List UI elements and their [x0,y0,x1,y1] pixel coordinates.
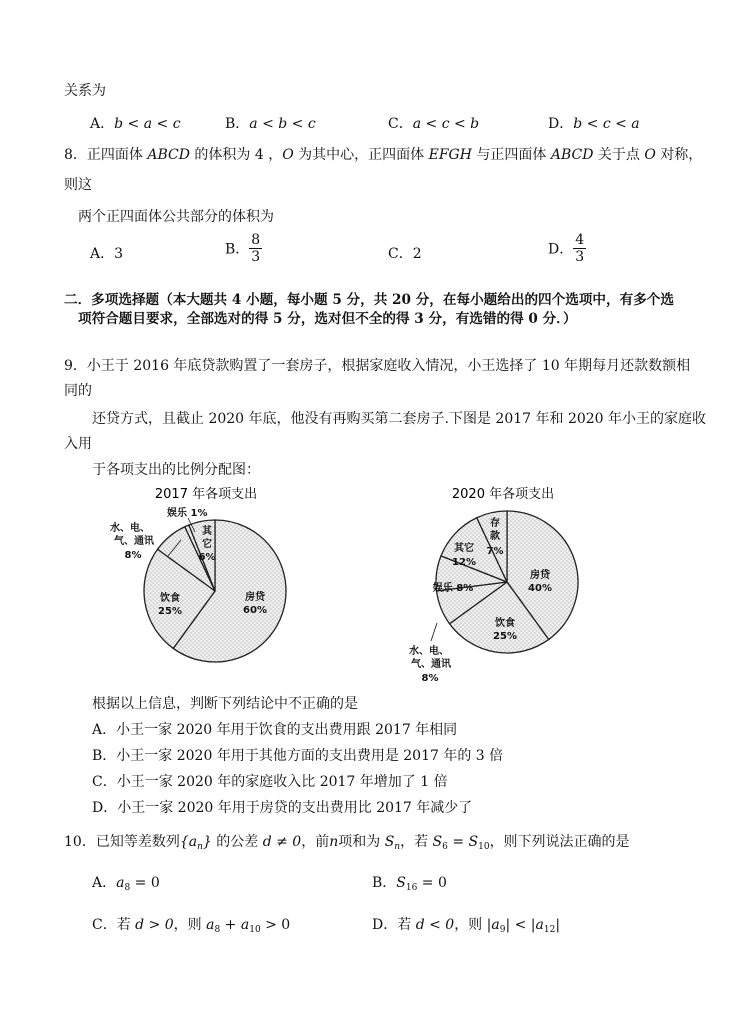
pie2-pct-shui: 8% [421,673,439,684]
pie2-label-yule: 娱乐 8% [432,583,474,594]
q8-line3: 两个正四面体公共部分的体积为 [78,209,274,225]
pie2-label-shui1: 水、电、 [409,646,449,657]
pie2-label-qita: 其它 [454,543,474,554]
pie2-label-shui2: 气、通讯 [411,659,451,670]
pie2-pct-qita: 12% [452,557,476,568]
q9-question: 根据以上信息，判断下列结论中不正确的是 [92,696,358,712]
pie1-label-yule: 娱乐 1% [167,508,208,519]
q9-line4: 入用 [64,436,92,452]
pie-charts [0,478,737,688]
q10-option-a: A．$a_8 = 0$ [92,875,160,893]
section2-heading-line2: 项符合题目要求，全部选对的得 5 分，选对但不全的得 3 分，有选错的得 0 分．） [78,311,577,327]
pie-2017 [144,520,286,662]
section2-heading-line1: 二．多项选择题（本大题共 4 小题，每小题 5 分，共 20 分，在每小题给出的四个选项中，有多个选 [64,292,674,308]
q8-option-d: D． $\frac{4}{3}$ [548,232,585,265]
q9-line2: 同的 [64,383,92,399]
pie1-pct-fangdai: 60% [243,605,267,616]
pie2-label-kuan: 款 [490,531,500,542]
q7-option-b: B．a < b < c [225,116,316,132]
q10-stem: 10．已知等差数列$\{a_n\}$ 的公差 d ≠ 0，前n项和为 $S_n$，若 $S_6 = S_{10}$，则下列说法正确的是 [64,834,630,852]
q7-option-d: D．b < c < a [548,116,640,132]
q9-option-c: C．小王一家 2020 年的家庭收入比 2017 年增加了 1 倍 [92,774,448,790]
pie2-pct-yinshi: 25% [493,631,517,642]
q8-line2: 则这 [64,177,92,193]
pie1-label-qita1: 其 [202,526,212,537]
pie1-label-fangdai: 房贷 [245,592,265,603]
pie1-pct-qita: 6% [198,552,216,563]
q8-option-a: A．3 [90,246,124,262]
pie2-pct-cun: 7% [486,546,504,557]
q9-line3: 还贷方式，且截止 2020 年底，他没有再购买第二套房子.下图是 2017 年和 2020 年小王的家庭收 [92,411,707,427]
pie1-pct-yinshi: 25% [158,606,182,617]
q8-stem: 8．正四面体 ABCD 的体积为 4 ，O 为其中心，正四面体 EFGH 与正四面体 ABCD 关于点 O 对称， [64,147,703,163]
q7-tail: 关系为 [64,83,106,99]
pie2-label-fangdai: 房贷 [530,570,550,581]
pie1-label-qita2: 它 [202,539,212,550]
q7-option-a: A．b < a < c [90,116,181,132]
pie1-label-shui2: 气、通讯 [114,536,154,547]
pie2-label-yinshi: 饮食 [495,618,515,629]
q9-line5: 于各项支出的比例分配图： [92,462,260,478]
q9-option-d: D．小王一家 2020 年用于房贷的支出费用比 2017 年减少了 [92,800,473,816]
q7-option-c: C．a < c < b [388,116,480,132]
pie1-label-shui1: 水、电、 [110,523,150,534]
q8-option-c: C．2 [388,246,422,262]
q9-line1: 9．小王于 2016 年底贷款购置了一套房子，根据家庭收入情况，小王选择了 10 年期每月还款数额相 [64,358,691,374]
pie2-leader-shui [431,623,437,641]
q10-option-c: C．若 d > 0，则 $a_8 + a_{10} > 0$ [92,917,291,935]
q9-option-a: A．小王一家 2020 年用于饮食的支出费用跟 2017 年相同 [92,722,458,738]
q10-option-d: D．若 d < 0，则 $|a_9| < |a_{12}|$ [372,917,561,935]
pie1-title: 2017 年各项支出 [154,487,258,502]
q10-option-b: B．$S_{16} = 0$ [372,875,447,893]
pie2-title: 2020 年各项支出 [451,487,555,502]
pie1-label-yinshi: 饮食 [160,593,180,604]
q8-option-b: B． $\frac{8}{3}$ [225,232,261,265]
pie2-label-cun: 存 [490,518,500,529]
pie2-pct-fangdai: 40% [528,583,552,594]
pie1-pct-shui: 8% [124,550,142,561]
q9-option-b: B．小王一家 2020 年用于其他方面的支出费用是 2017 年的 3 倍 [92,748,504,764]
